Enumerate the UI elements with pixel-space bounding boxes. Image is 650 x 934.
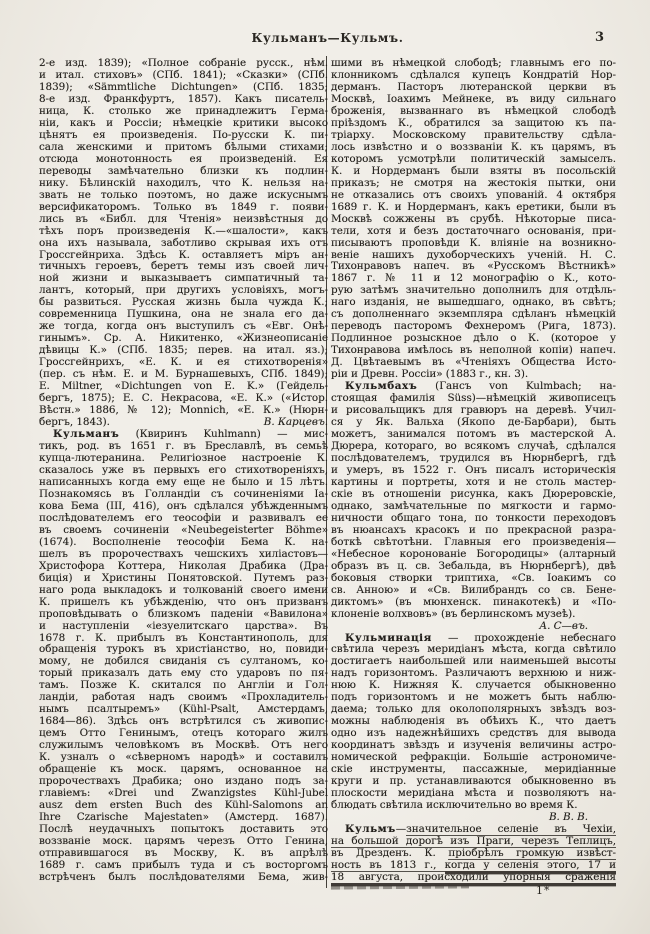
paragraph-text: (Квиринъ Kuhlmann) — мис-: [119, 428, 328, 441]
text-line: Познакомясь въ Голландіи съ сочиненіями Іа-: [39, 487, 328, 500]
text-line: К. узналъ о «сѣверномъ народѣ» и составилъ: [39, 751, 328, 764]
text-line: клоненіе волхвовъ» (въ берлинскомъ музеѣ).: [331, 607, 576, 620]
text-line: 1867 г. № 11 и 12 монографію о К., кото-: [331, 272, 616, 285]
pencil-underline: ность въ 1813 г.,: [331, 858, 445, 871]
text-line: броженія, вызваннаго въ нѣмецкой слободѣ: [331, 104, 616, 117]
text-line: E. Miltner, «Dichtungen von E. K.» (Гейдель-: [39, 380, 328, 393]
text-line: св. Анною» и «Св. Вилибрандъ со св. Бене-: [331, 583, 616, 596]
author-signature: В. В. В.: [548, 811, 588, 824]
text-line: наго изданія, не вышедшаго, однако, въ свѣтъ;: [331, 296, 616, 309]
text-line: Гроссгейнриха. Здѣсь К. оставляетъ міръ ан-: [39, 248, 328, 261]
text-line: мому, не добился свиданія съ султаномъ, ко-: [39, 655, 328, 668]
text-line: обращеніе къ моск. царямъ, основанное на: [39, 763, 328, 776]
text-line: и итал. стиховъ» (СПб. 1841); «Сказки» (СПб.: [39, 68, 328, 81]
text-line: современница Пушкина, она не знала его да-: [39, 308, 328, 321]
text-line: (1674). Восполненіе теософіи Бема К. на-: [39, 535, 328, 548]
text-line: стоящая фамилія Süss)—нѣмецкій живописецъ: [331, 392, 616, 405]
text-line: ріи и Древн. Россіи» (1883 г., кн. 3).: [331, 368, 529, 381]
text-line: Подлинное розыскное дѣло о К. (которое у: [331, 332, 616, 345]
text-line: тѣхъ поръ произведенія К.—«шалости», какъ: [39, 224, 328, 237]
text-line: К. пришелъ къ убѣжденію, что онъ призванъ: [39, 595, 328, 608]
text-line: приказъ; не смотря на жестокія пытки, они: [331, 176, 616, 189]
text-line: торый приказалъ дать ему сто ударовъ по пя-: [39, 667, 328, 680]
text-line: шелъ въ пророчествахъ чешскихъ хиліастовъ—: [39, 547, 328, 560]
text-line: проповѣдывать о близкомъ паденіи «Вавилона»: [39, 607, 328, 620]
text-line: Москвѣ сожжены въ срубѣ. Нѣкоторые писа-: [331, 212, 616, 225]
text-line: ной жизни и выказываетъ симпатичный та-: [39, 272, 328, 285]
text-line: достигаетъ наибольшей или наименьшей высоты: [331, 655, 616, 668]
pencil-underline: пріобрѣлъ громкую извѣст-: [448, 846, 616, 859]
text-line: цѣнятъ ея произведенія. По-русски К. пи-: [39, 128, 328, 141]
text-line: съ дополненнаго экземпляра сдѣланъ нѣмецкій: [331, 308, 616, 321]
text-line: дерманъ. Пасторъ лютеранской церкви въ: [331, 80, 616, 93]
text-line: Тихонравова имѣлось въ неполной копіи) напеч.: [331, 344, 616, 357]
text-line: ніи, какъ и Россіи; нѣмецкіе критики высоко: [39, 116, 328, 129]
text-line: главіемъ: «Drei und Zwanzigstes Kühl-Jubel: [39, 787, 328, 800]
text-line: [331, 823, 616, 835]
text-line: даема; только для околополярныхъ звѣздъ воз-: [331, 703, 616, 716]
text-line: и наступленіи «іезуелитскаго царства». Въ: [39, 619, 328, 632]
paragraph-text: — прохожденіе небеснаго: [431, 631, 616, 644]
text-line: не отказались отъ своихъ упованій. 4 октября: [331, 188, 616, 201]
text-line: дѣвицы К.» (СПб. 1835; перев. на итал. яз.);: [39, 344, 328, 357]
text-line: писываютъ проповѣди К. вліяніе на возникно-: [331, 236, 616, 249]
text-line: тикъ, род. въ 1651 г. въ Бреславлѣ, въ семьѣ: [39, 440, 328, 452]
text-line: [331, 620, 616, 632]
text-line: въ своемъ сочиненіи «Neubegeisterter Böhme»: [39, 523, 328, 536]
text-line: лось извѣстно и о воззваніи К. къ царямъ, въ: [331, 140, 616, 153]
text-line: [331, 871, 616, 883]
text-line: и рисовальщикъ для гравюръ на деревѣ. Учил-: [331, 404, 616, 417]
text-line: гинымъ». Ср. А. Никитенко, «Жизнеописаніе: [39, 332, 328, 345]
text-line: и умеръ, въ 1522 г. Онъ писалъ историческія: [331, 463, 616, 476]
text-line: 1689 г. самъ прибылъ туда и съ восторгомъ: [39, 858, 328, 871]
author-signature: А. С—въ.: [539, 619, 588, 632]
text-line: одно изъ надежнѣйшихъ средствъ для вывода: [331, 727, 616, 740]
text-line: тріарху. Московскому правительству сдѣла-: [331, 128, 616, 141]
paragraph-text: въ Дрезденъ. К.: [331, 846, 449, 859]
pencil-underline: на большой дорогѣ изъ Праги, черезъ Теплицъ,: [331, 834, 616, 847]
entry-headword: Кульмъ: [345, 823, 396, 835]
text-line: сала женскими и притомъ бѣлыми стихами;: [39, 140, 328, 153]
text-line: пріѣздомъ К., обратился за защитою къ па-: [331, 116, 616, 129]
text-line: [331, 811, 616, 823]
text-line: воззваніе моск. царямъ черезъ Отто Генина,: [39, 834, 328, 847]
text-line: «Небесное коронованіе Богородицы» (алтарный: [331, 547, 616, 560]
text-line: ница, К. столько же принадлежитъ Герма-: [39, 104, 328, 117]
paragraph-text: бергъ, 1843).: [39, 416, 110, 429]
pencil-smudge: [331, 884, 469, 889]
text-line: бы развиться. Русская жизнь была чужда К.;: [39, 296, 328, 309]
text-line: К. и Нордерманъ были взяты въ посольскій: [331, 164, 616, 177]
text-line: отсюда монотонность ея произведеній. Ея: [39, 152, 328, 165]
text-line: [331, 847, 616, 859]
text-line: [331, 380, 616, 392]
text-line: Вѣстн.» 1886, № 12); Monnich, «Е. К.» (Нюрн-: [39, 404, 328, 417]
entry-headword: Кульмбахъ: [345, 380, 418, 393]
text-line: лись въ «Библ. для Чтенія» неизвѣстныя до: [39, 212, 328, 225]
text-line: Ihre Czarische Majestaten» (Амстерд. 1687).: [39, 811, 328, 824]
text-line: Христофора Коттера, Николая Драбика (Дра-: [39, 559, 328, 572]
author-signature: В. Карцевъ.: [263, 416, 328, 429]
text-line: координатъ звѣздъ и изученія величины астро-: [331, 739, 616, 752]
text-line: [331, 835, 616, 847]
text-line: диктомъ» (въ мюнхенск. пинакотекѣ) и «По-: [331, 595, 616, 608]
text-line: однако, замѣчательные по мягкости и гармо-: [331, 499, 616, 512]
text-line: ausz dem ersten Buch des Kühl-Salomons an: [39, 799, 328, 812]
text-line: можетъ, занимался потомъ въ мастерской А.: [331, 428, 616, 441]
text-line: же тогда, когда онъ выступилъ съ «Евг. Онѣ-: [39, 320, 328, 333]
text-line: клонникомъ сдѣлался купецъ Кондратій Нор-: [331, 68, 616, 81]
text-line: переводы замѣчательно близки къ подлин-: [39, 164, 328, 177]
text-line: наго рода выкладокъ и толкованій своего имени: [39, 583, 328, 596]
text-line: подъ горизонтомъ и не можетъ быть наблю-: [331, 691, 616, 704]
text-line: 1678 г. К. прибылъ въ Константинополь, для: [39, 631, 328, 644]
text-line: нику. Бѣлинскій находилъ, что К. нельзя на-: [39, 176, 328, 189]
text-line: ничности общаго тона, по тонкости переходовъ: [331, 511, 616, 524]
text-line: въ нюансахъ красокъ и по прекрасной разра-: [331, 523, 616, 536]
text-line: [331, 859, 616, 871]
text-line: [331, 632, 616, 644]
text-line: Дюрера, котораго, во всякомъ случаѣ, сдѣлался: [331, 440, 616, 452]
text-line: Москвѣ, Іоахимъ Мейнеке, въ виду сильнаго: [331, 92, 616, 105]
text-line: образъ въ ц. св. Зебальда, въ Нюрнбергѣ), двѣ: [331, 559, 616, 572]
text-line: тели, хотя и безъ достаточнаго основанія, при-: [331, 224, 616, 237]
text-line: отправившагося въ Москву, К. въ апрѣлѣ: [39, 846, 328, 859]
pencil-underline: значительное селеніе въ Чехіи,: [406, 823, 616, 835]
text-line: скіе инструменты, пассажные, меридіанные: [331, 763, 616, 776]
entry-headword: Кульминація: [345, 631, 432, 644]
text-line: боковыя створки триптиха, «Св. Іоакимъ со: [331, 571, 616, 584]
text-line: 2-е изд. 1839); «Полное собраніе русск., нѣм.: [39, 57, 328, 69]
text-line: круги и пр. устанавливаются обыкновенно въ: [331, 775, 616, 788]
text-line: переводъ пасторомъ Фехнеромъ (Рига, 1873).: [331, 320, 616, 333]
text-line: 1689 г. К. и Нордерманъ, какъ еретики, были въ: [331, 200, 616, 213]
pencil-underline-heavy: 18 августа, происходили упорныя сраженія: [331, 871, 616, 886]
text-line: тамъ. Позже К. скитался по Англіи и Гол-: [39, 679, 328, 692]
text-line: которомъ усмотрѣли политическій замыселъ.: [331, 152, 616, 165]
text-column-left: [39, 57, 328, 883]
text-line: служилымъ человѣкомъ въ Москвѣ. Отъ него: [39, 739, 328, 752]
text-line: ландіи, работая надъ своимъ «Прохладитель-: [39, 691, 328, 704]
text-line: рую затѣмъ значительно дополнилъ для отдѣль-: [331, 284, 616, 297]
text-line: тичныхъ героевъ, беретъ темы изъ своей лич-: [39, 260, 328, 273]
text-line: Тихонравовъ напеч. въ «Русскомъ Вѣстникѣ»: [331, 260, 616, 273]
text-line: звать не только поэтомъ, но даже искуснымъ: [39, 188, 328, 201]
text-column-right: [331, 57, 616, 883]
text-line: пророчествахъ Драбика; оно издано подъ за-: [39, 775, 328, 788]
text-line: цемъ Отто Генинымъ, отецъ котораго жилъ: [39, 727, 328, 740]
text-line: написанныхъ когда ему еще не было и 15 лѣтъ.: [39, 475, 328, 488]
text-line: скіе въ отношеніи рисунка, какъ Дюреровскіе,: [331, 487, 616, 500]
text-line: обращенія турокъ въ христіанство, но, повиди-: [39, 643, 328, 656]
text-line: [39, 428, 328, 440]
text-line: 1839); «Sämmtliche Dichtungen» (СПб. 1835;: [39, 80, 328, 93]
text-line: Послѣ неудачныхъ попытокъ доставить это: [39, 823, 328, 835]
text-line: блюдать свѣтила исключительно во время К.: [331, 799, 578, 812]
text-line: кова Бема (III, 416), онъ сдѣлался убѣжденнымъ: [39, 499, 328, 512]
pencil-underline-heavy: когда у селенія этого, 17 и: [445, 859, 616, 874]
text-line: нюю К. Нижняя К. случается обыкновенно: [331, 679, 616, 692]
text-line: послѣдователемъ, трудился въ Нюрнбергѣ, гдѣ: [331, 451, 616, 464]
text-line: можны наблюденія въ обѣихъ К., что даетъ: [331, 715, 616, 728]
running-head: Кульманъ—Кульмъ.: [251, 31, 404, 45]
text-line: версификаторомъ. Только въ 1849 г. появи-: [39, 200, 328, 213]
text-line: картины и портреты, хотя и не столь мастер-: [331, 475, 616, 488]
text-line: веніе нашихъ духоборческихъ ученій. Н. С.: [331, 248, 616, 261]
text-line: свѣтила черезъ меридіанъ мѣста, когда свѣтило: [331, 643, 616, 656]
text-line: она ихъ называла, заботливо скрывая ихъ отъ: [39, 236, 328, 249]
sheet-signature-mark: 1*: [536, 884, 551, 897]
text-line: [39, 416, 328, 428]
text-line: купца-лютеранина. Религіозное настроеніе К.: [39, 451, 328, 464]
text-line: Гроссгейнрихъ, «Е. К. и ея стихотворенія»: [39, 356, 328, 369]
text-line: нымъ псалтыремъ» (Kühl-Psalt, Амстердамъ,: [39, 703, 328, 716]
text-line: сказалось уже въ первыхъ его стихотвореніяхъ,: [39, 463, 328, 476]
paragraph-text: (Гансъ von Kulmbach; на-: [417, 380, 616, 393]
text-line: 8-е изд. Франкфуртъ, 1857). Какъ писатель-: [39, 92, 328, 105]
text-line: послѣдователемъ его теософіи и развивалъ ее: [39, 511, 328, 524]
text-line: Д. Цвѣтаевымъ въ «Чтеніяхъ Общества Исто-: [331, 356, 616, 369]
text-line: боткѣ свѣтотѣни. Главныя его произведенія—: [331, 535, 616, 548]
paragraph-text: —: [395, 823, 407, 835]
text-line: встрѣченъ былъ послѣдователями Бема, жив-: [39, 870, 328, 883]
text-line: лантъ, который, при другихъ условіяхъ, могъ-: [39, 284, 328, 297]
text-line: номической рефракціи. Большіе астрономиче-: [331, 751, 616, 764]
text-line: шими въ нѣмецкой слободѣ; главнымъ его по-: [331, 57, 616, 69]
text-line: надъ горизонтомъ. Различаютъ верхнюю и ниж-: [331, 667, 616, 680]
text-line: 1684—86). Здѣсь онъ встрѣтился съ живопис-: [39, 715, 328, 728]
text-line: (пер. съ нѣм. Е. и М. Бурнашевыхъ, СПб. 1849);: [39, 368, 328, 381]
text-line: ся у Як. Вальха (Якопо де-Барбари), быть: [331, 416, 616, 429]
text-line: биція) и Христины Понятовской. Путемъ раз-: [39, 571, 328, 584]
text-line: плоскости меридіана мѣста и позволяютъ на-: [331, 787, 616, 800]
entry-headword: Кульманъ: [53, 428, 120, 441]
text-line: бергъ, 1875); Е. С. Некрасова, «Е. К.» («Истор.: [39, 392, 328, 405]
page-number: 3: [594, 30, 604, 45]
